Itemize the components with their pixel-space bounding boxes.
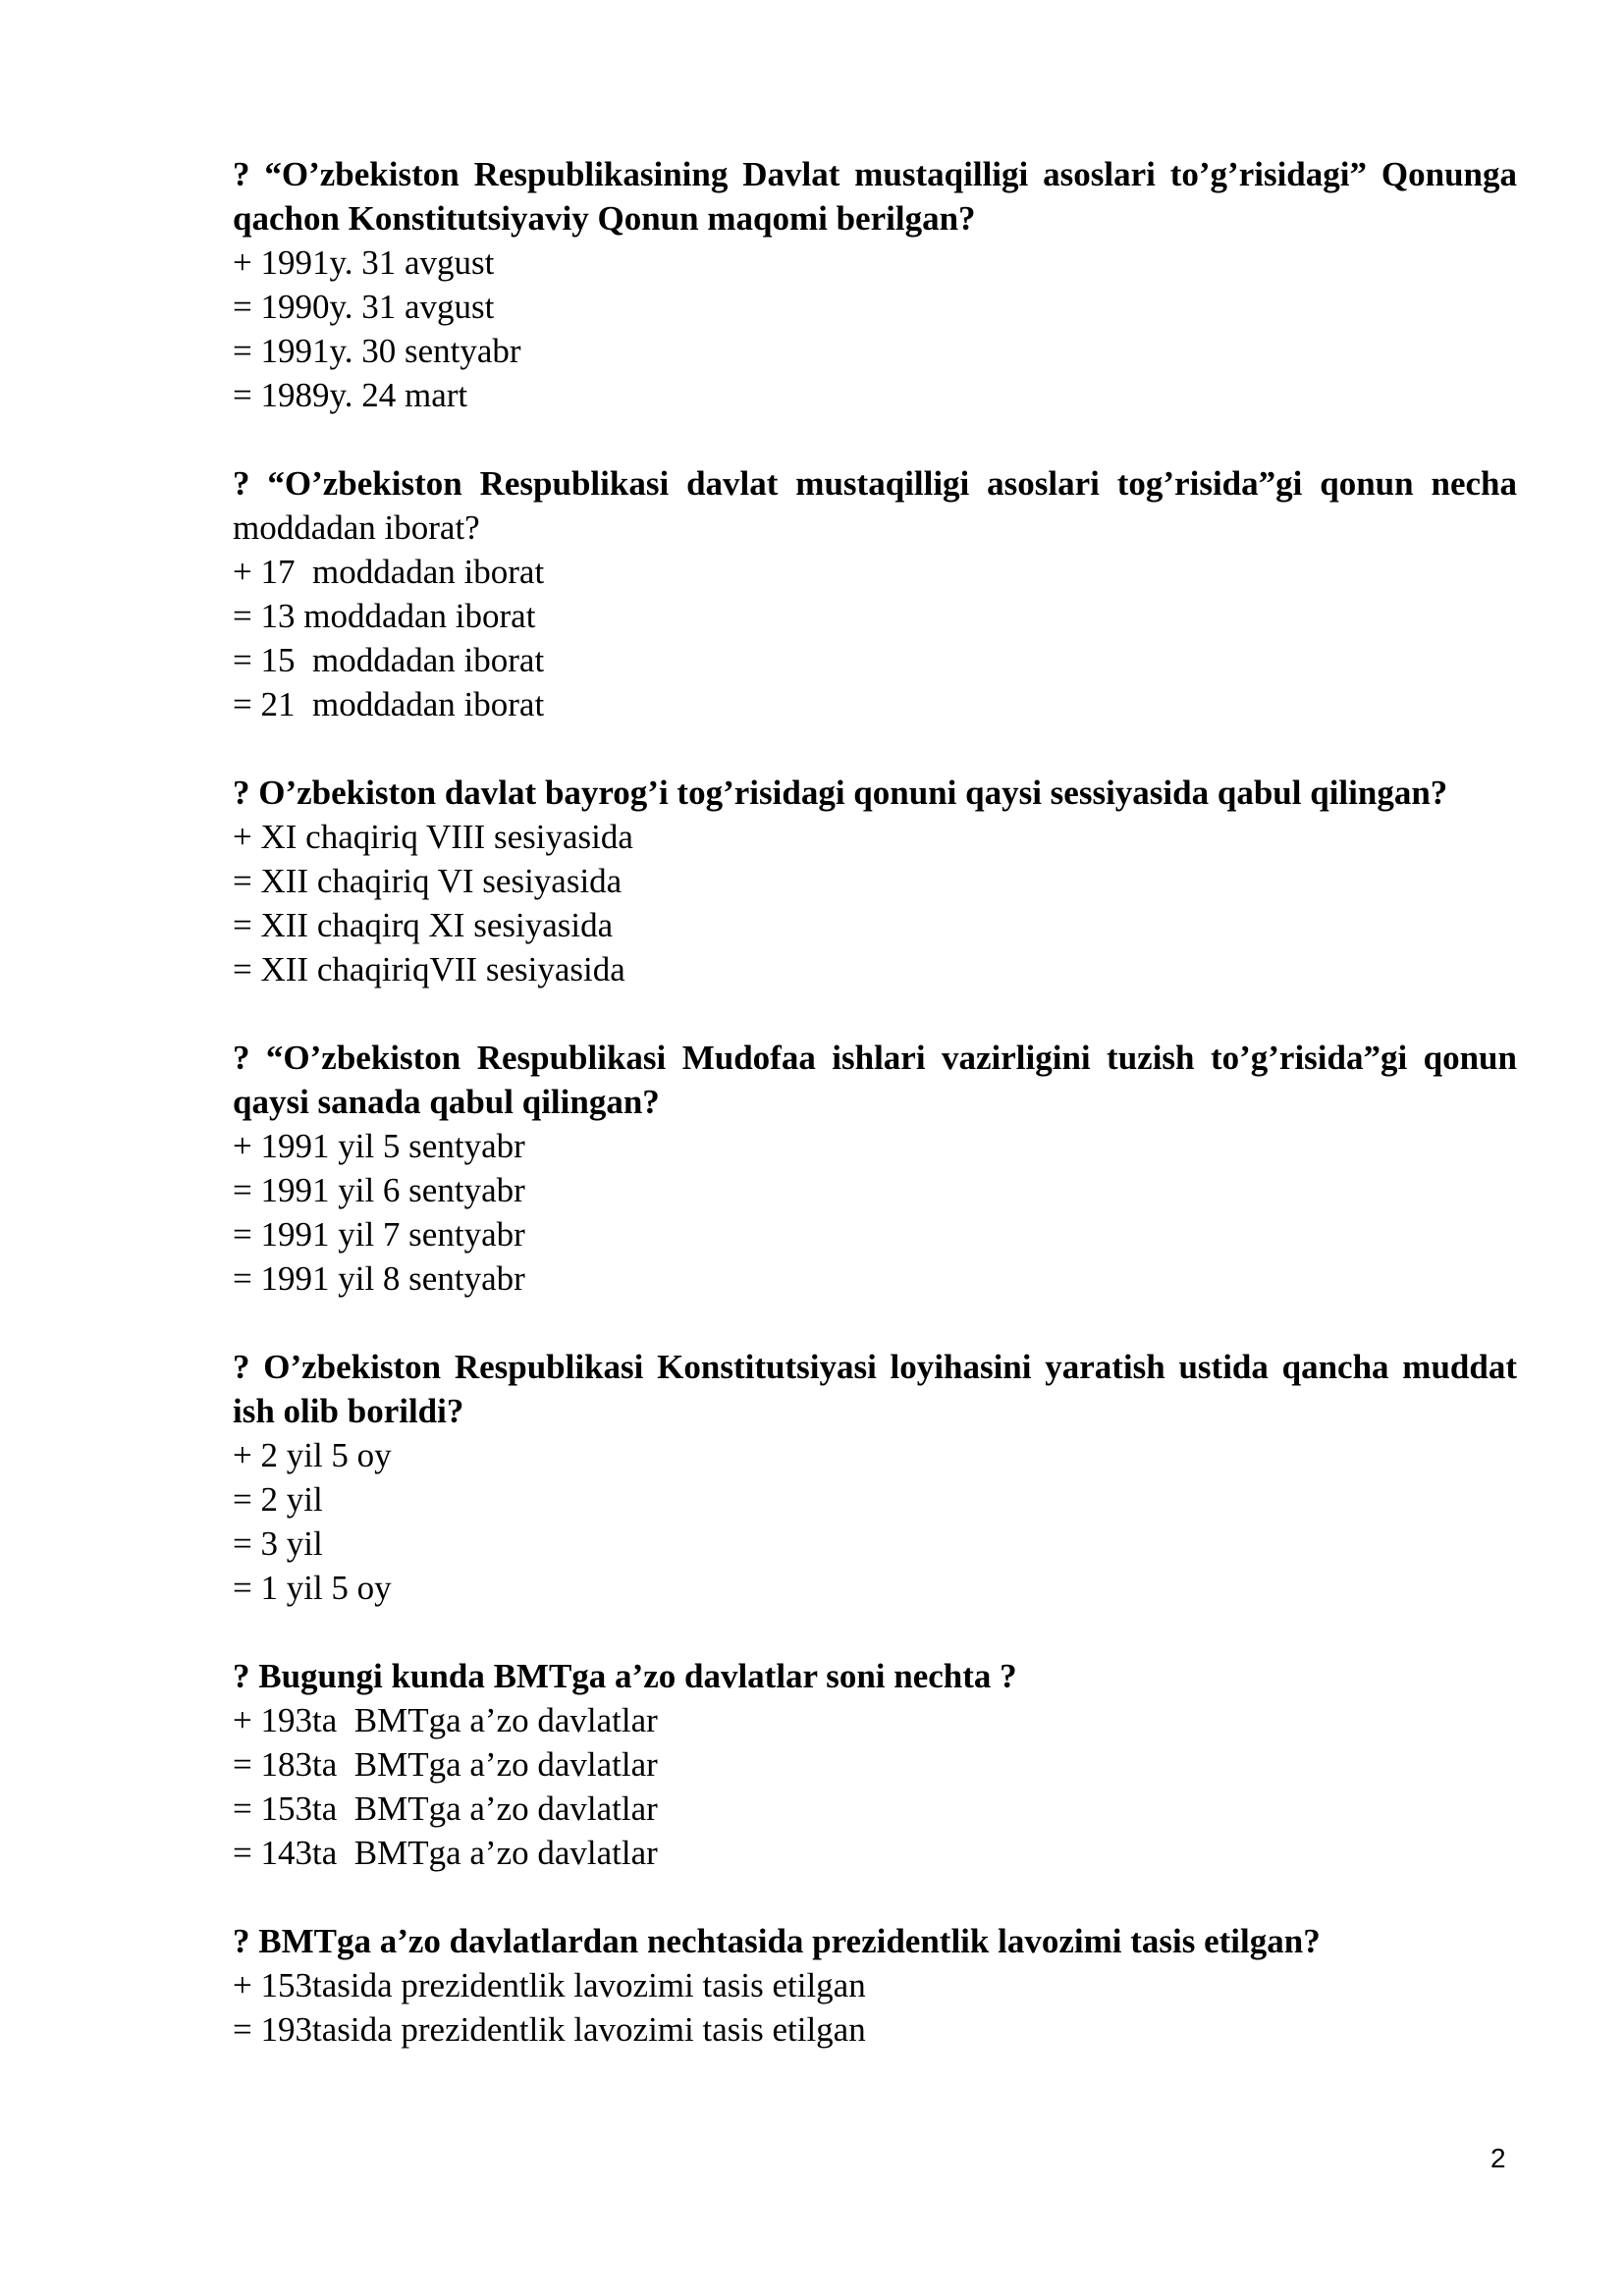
answer-option: = 183ta BMTga a’zo davlatlar (233, 1745, 658, 1784)
answer-option: = XII chaqiriq VI sesiyasida (233, 862, 623, 900)
page-number: 2 (1490, 2143, 1506, 2173)
answer-option: + XI chaqiriq VIII sesiyasida (233, 818, 633, 856)
question-block-5 (233, 1345, 1517, 1610)
answer-option: + 17 moddadan iborat (233, 553, 545, 591)
answer-option: = 15 moddadan iborat (233, 641, 545, 679)
question-block-2 (233, 461, 1517, 726)
answer-option: = 1990y. 31 avgust (233, 288, 495, 326)
answer-option: = 153ta BMTga a’zo davlatlar (233, 1789, 658, 1828)
answer-option: + 193ta BMTga a’zo davlatlar (233, 1701, 658, 1739)
answer-option: = 2 yil (233, 1480, 323, 1519)
answer-option: = 143ta BMTga a’zo davlatlar (233, 1834, 658, 1872)
question-text: ? “O’zbekiston Respublikasi Mudofaa ishlari vazirligini tuzish to’g’risida”gi qonun qaysi sanada qabul qilingan? (233, 1039, 1517, 1121)
question-block-1 (233, 152, 1517, 417)
answer-option: = XII chaqiriqVII sesiyasida (233, 950, 625, 988)
answer-option: + 2 yil 5 oy (233, 1436, 392, 1474)
answer-option: = 1989y. 24 mart (233, 376, 468, 414)
answer-option: + 1991 yil 5 sentyabr (233, 1127, 525, 1165)
question-text: ? BMTga a’zo davlatlardan nechtasida prezidentlik lavozimi tasis etilgan? (233, 1922, 1321, 1960)
answer-option: + 1991y. 31 avgust (233, 243, 495, 282)
answer-option: = 3 yil (233, 1524, 323, 1563)
answer-option: = 13 moddadan iborat (233, 597, 536, 635)
answer-option: = 193tasida prezidentlik lavozimi tasis etilgan (233, 2010, 866, 2049)
question-block-3 (233, 771, 1517, 991)
answer-option: = 1991 yil 6 sentyabr (233, 1171, 525, 1209)
answer-option: = 1 yil 5 oy (233, 1569, 392, 1607)
answer-option: = XII chaqirq XI sesiyasida (233, 906, 614, 944)
question-block-7 (233, 1919, 1517, 2052)
question-text-tail: moddadan iborat? (233, 508, 480, 547)
question-block-4 (233, 1036, 1517, 1301)
answer-option: = 21 moddadan iborat (233, 685, 545, 723)
question-text: ? “O’zbekiston Respublikasi davlat mustaqilligi asoslari tog’risida”gi qonun necha moddadan iborat? (233, 464, 1517, 547)
question-block-6 (233, 1654, 1517, 1875)
question-text: ? Bugungi kunda BMTga a’zo davlatlar soni nechta ? (233, 1657, 1017, 1695)
question-text: ? O’zbekiston davlat bayrog’i tog’risidagi qonuni qaysi sessiyasida qabul qilingan? (233, 774, 1448, 812)
question-text: ? “O’zbekiston Respublikasining Davlat mustaqilligi asoslari to’g’risidagi” Qonunga qachon Konstitutsiyaviy Qonun maqomi berilgan? (233, 155, 1517, 238)
answer-option: + 153tasida prezidentlik lavozimi tasis etilgan (233, 1966, 866, 2004)
question-text: ? O’zbekiston Respublikasi Konstitutsiyasi loyihasini yaratish ustida qancha muddat ish olib borildi? (233, 1348, 1517, 1430)
answer-option: = 1991 yil 7 sentyabr (233, 1215, 525, 1254)
answer-option: = 1991y. 30 sentyabr (233, 332, 521, 370)
answer-option: = 1991 yil 8 sentyabr (233, 1259, 525, 1298)
